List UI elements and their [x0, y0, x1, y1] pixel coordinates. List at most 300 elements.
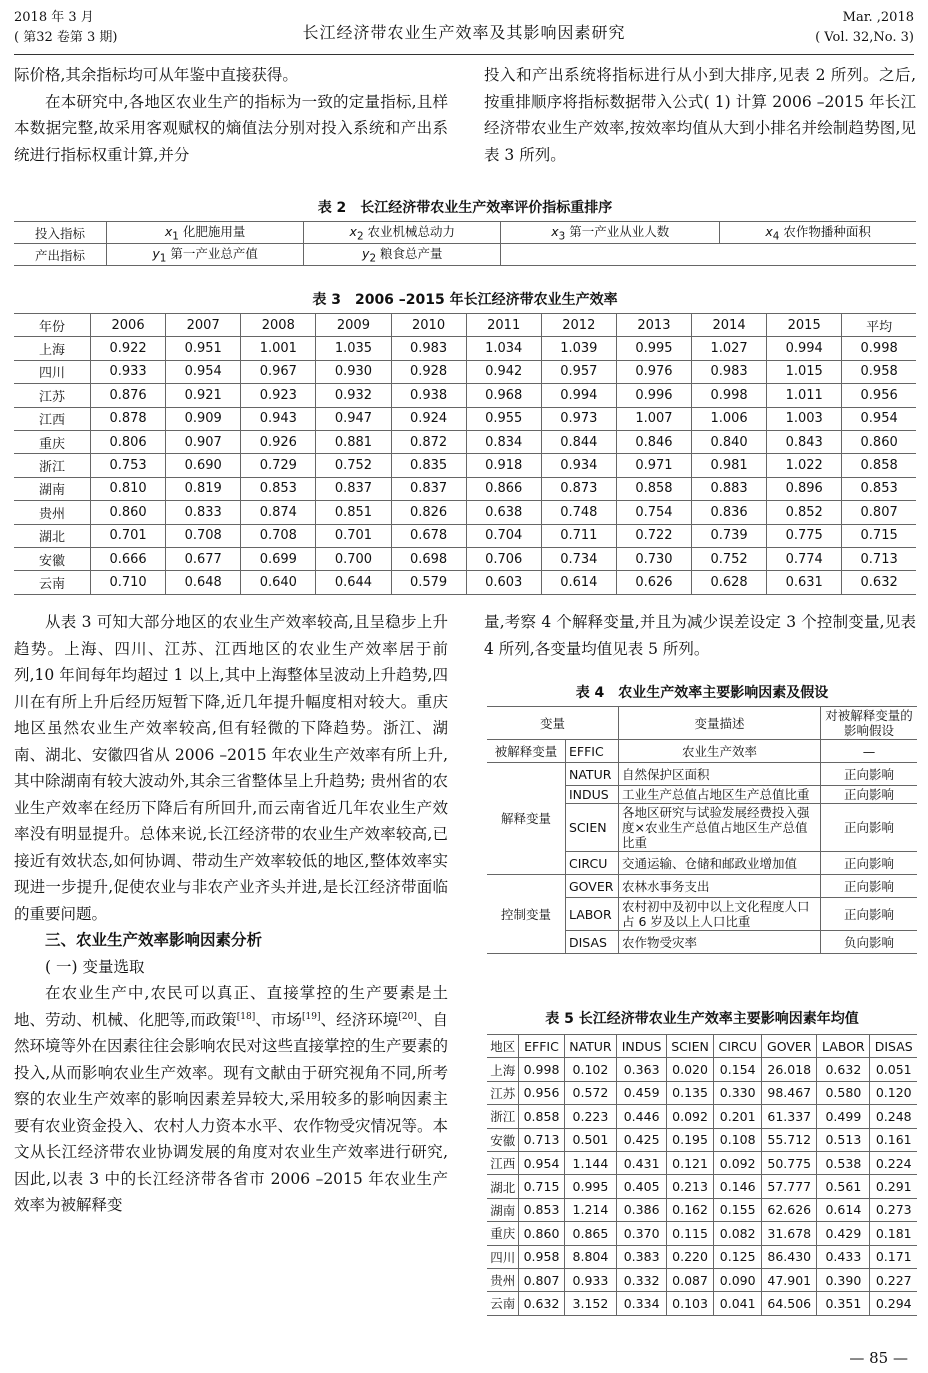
table5-cell: 0.330	[714, 1081, 762, 1104]
paragraph: 从表 3 可知大部分地区的农业生产效率较高,且呈稳步上升趋势。上海、四川、江苏、江西地区的农业生产效率居于前列,10 年间每年均超过 1 以上,其中上海整体呈波动上升趋势,四川在有所上升后经历短暂下降,近几年提升幅度相对较大。重庆地区虽然农业生产效率较高,但有轻微的下降趋势。浙江、湖南、湖北、安徽四省从 2006 –2015 年农业生产效率有所上升,其中除湖南有较大波动外,其余三省整体呈上升趋势; 贵州省的农业生产效率在经历下降后有所回升,而云南省近几年农业生产效率没有明显提升。总体来说,长江经济带的农业生产效率较高,已接近有效状态,如何协调、带动生产效率较低的地区,整体效率实现进一步提升,促使农业与非农产业齐头并进,是长江经济带面临的重要问题。	[14, 613, 448, 923]
table5-cell: 0.332	[617, 1268, 667, 1291]
table3-cell: 0.711	[541, 524, 616, 547]
table4-hyp: 正向影响	[821, 763, 918, 786]
table5-cell: 0.125	[714, 1245, 762, 1268]
table3-cell: 0.806	[91, 430, 166, 453]
table3-cell: 0.730	[616, 547, 691, 570]
table5-cell: 0.195	[666, 1128, 713, 1151]
table3-cell: 0.579	[391, 571, 466, 594]
table3-cell: 0.853	[241, 477, 316, 500]
table3-cell: 0.722	[616, 524, 691, 547]
table3-cell: 0.614	[541, 571, 616, 594]
table3-cell: 0.996	[616, 384, 691, 407]
table5-cell: 61.337	[762, 1105, 817, 1128]
table3-cell: 0.603	[466, 571, 541, 594]
table3-cell: 0.748	[541, 501, 616, 524]
table5-cell: 浙江	[487, 1105, 519, 1128]
top-right-column	[484, 62, 916, 168]
table3-cell: 江苏	[14, 384, 91, 407]
table3-cell: 浙江	[14, 454, 91, 477]
table4-desc: 自然保护区面积	[619, 763, 821, 786]
table-row	[14, 454, 916, 477]
paragraph: 在农业生产中,农民可以真正、直接掌控的生产要素是土地、劳动、机械、化肥等,而政策[18]、市场[19]、经济环境[20]、自然环境等外在因素往往会影响农民对这些直接掌控的生产要素的投入,从而影响农业生产效率。现有文献由于研究视角不同,所考察的农业生产效率的影响因素差异较大,采用较多的影响因素主要有农业资金投入、农村人力资本水平、农作物受灾情况等。本文从长江经济带农业协调发展的角度对农业生产效率进行研究,因此,以表 3 中的长江经济带各省市 2006 –2015 年农业生产效率为被解释变	[14, 984, 449, 1214]
table-row	[14, 571, 916, 594]
table3-cell: 0.942	[466, 360, 541, 383]
table4	[487, 706, 917, 954]
table3-cell: 2009	[316, 314, 391, 337]
table5-cell: 0.513	[817, 1128, 870, 1151]
page-header	[14, 6, 914, 55]
table2-cell: $x_1$ 化肥施用量	[107, 222, 304, 244]
table5-cell: 0.082	[714, 1222, 762, 1245]
table-row	[14, 430, 916, 453]
table3-cell: 0.706	[466, 547, 541, 570]
table-row	[487, 707, 917, 740]
table5-cell: EFFIC	[519, 1035, 564, 1058]
table3-cell: 0.858	[616, 477, 691, 500]
table4-code: NATUR	[566, 763, 619, 786]
table3-cell: 0.640	[241, 571, 316, 594]
table3-cell: 0.994	[767, 337, 842, 360]
table3-cell: 0.631	[767, 571, 842, 594]
citation: [19]	[302, 1011, 321, 1022]
table5-cell: 上海	[487, 1058, 519, 1081]
table3-cell: 0.677	[166, 547, 241, 570]
issue-info-en	[815, 8, 914, 48]
table3-cell: 0.729	[241, 454, 316, 477]
table5-cell: 0.020	[666, 1058, 713, 1081]
table3-cell: 0.983	[391, 337, 466, 360]
table3-cell: 0.955	[466, 407, 541, 430]
table2-row-label: 产出指标	[14, 244, 107, 266]
table5-cell: SCIEN	[666, 1035, 713, 1058]
table5-cell: 0.213	[666, 1175, 713, 1198]
table3-cell: 0.754	[616, 501, 691, 524]
table3-cell: 0.710	[91, 571, 166, 594]
table5-cell: 0.446	[617, 1105, 667, 1128]
page-number: — 85 —	[849, 1349, 908, 1367]
table2-caption: 表 2 长江经济带农业生产效率评价指标重排序	[317, 200, 613, 216]
table3-cell: 0.701	[91, 524, 166, 547]
table4-header-hyp: 对被解释变量的影响假设	[821, 707, 918, 740]
table3-cell: 0.752	[316, 454, 391, 477]
table3-cell: 0.934	[541, 454, 616, 477]
table-row	[14, 222, 916, 244]
table2-cell: $y_1$ 第一产业总产值	[107, 244, 304, 266]
table3-cell: 0.926	[241, 430, 316, 453]
table4-hyp: 正向影响	[821, 898, 918, 931]
table5-cell: 0.291	[870, 1175, 917, 1198]
table5-cell: 0.538	[817, 1151, 870, 1174]
table4-desc: 工业生产总值占地区生产总值比重	[619, 786, 821, 804]
table4-desc: 农村初中及初中以上文化程度人口占 6 岁及以上人口比重	[619, 898, 821, 931]
table3-cell: 0.998	[842, 337, 916, 360]
table5-cell: 0.632	[519, 1292, 564, 1315]
table4-hyp: 正向影响	[821, 852, 918, 875]
table4-hyp: 正向影响	[821, 786, 918, 804]
table3-cell: 0.774	[767, 547, 842, 570]
table5-cell: LABOR	[817, 1035, 870, 1058]
table3-cell: 0.866	[466, 477, 541, 500]
table3-cell: 0.923	[241, 384, 316, 407]
table5-cell: 0.713	[519, 1128, 564, 1151]
table5-cell: 贵州	[487, 1268, 519, 1291]
table3-cell: 0.878	[91, 407, 166, 430]
table5-cell: 0.958	[519, 1245, 564, 1268]
table5-cell: 0.995	[564, 1175, 617, 1198]
table5-cell: 0.956	[519, 1081, 564, 1104]
table4-code: SCIEN	[566, 804, 619, 852]
table3-cell: 0.734	[541, 547, 616, 570]
table5-cell: 0.090	[714, 1268, 762, 1291]
table-row	[487, 1081, 917, 1104]
table3-cell: 0.956	[842, 384, 916, 407]
table5-cell: 0.294	[870, 1292, 917, 1315]
table3-cell: 0.834	[466, 430, 541, 453]
table3-cell: 0.938	[391, 384, 466, 407]
table5-cell: 62.626	[762, 1198, 817, 1221]
table3-cell: 0.819	[166, 477, 241, 500]
table-row	[14, 314, 916, 337]
citation: [18]	[236, 1011, 256, 1022]
table5-cell: 50.775	[762, 1151, 817, 1174]
table3-cell: 2015	[767, 314, 842, 337]
table5-cell: 0.108	[714, 1128, 762, 1151]
table3-cell: 0.998	[692, 384, 767, 407]
table3-cell: 1.035	[316, 337, 391, 360]
table5-cell: 0.363	[617, 1058, 667, 1081]
table5-cell: 0.181	[870, 1222, 917, 1245]
table3-cell: 0.810	[91, 477, 166, 500]
table3-cell: 0.971	[616, 454, 691, 477]
table5-cell: 47.901	[762, 1268, 817, 1291]
table3-cell: 0.883	[692, 477, 767, 500]
table3-cell: 0.994	[541, 384, 616, 407]
table3-cell: 贵州	[14, 501, 91, 524]
table3-cell: 0.704	[466, 524, 541, 547]
table3-cell: 2011	[466, 314, 541, 337]
table3-cell: 0.954	[842, 407, 916, 430]
table5-cell: 0.201	[714, 1105, 762, 1128]
table3-cell: 0.924	[391, 407, 466, 430]
table4-code: GOVER	[566, 875, 619, 898]
table3-cell: 0.922	[91, 337, 166, 360]
table3-cell: 0.826	[391, 501, 466, 524]
table5-cell: 0.273	[870, 1198, 917, 1221]
table-row	[14, 524, 916, 547]
table5-cell: 1.144	[564, 1151, 617, 1174]
table5-cell: 江苏	[487, 1081, 519, 1104]
table3-cell: 0.648	[166, 571, 241, 594]
section-heading: 三、农业生产效率影响因素分析	[45, 930, 263, 949]
table3-cell: 1.007	[616, 407, 691, 430]
table-row	[487, 763, 917, 786]
table3-cell: 0.981	[692, 454, 767, 477]
table3-cell: 1.034	[466, 337, 541, 360]
table4-hyp: 正向影响	[821, 804, 918, 852]
table4-group: 解释变量	[487, 763, 566, 875]
paragraph: 在本研究中,各地区农业生产的指标为一致的定量指标,且样本数据完整,故采用客观赋权的熵值法分别对投入系统和产出系统进行指标权重计算,并分	[14, 92, 448, 164]
table5-cell: 0.220	[666, 1245, 713, 1268]
table5-cell: 0.103	[666, 1292, 713, 1315]
table-row	[487, 1198, 917, 1221]
table3-cell: 0.860	[842, 430, 916, 453]
table3-cell: 0.928	[391, 360, 466, 383]
table-row	[14, 407, 916, 430]
table5-cell: 云南	[487, 1292, 519, 1315]
table4-hyp: 正向影响	[821, 875, 918, 898]
table5-cell: 0.860	[519, 1222, 564, 1245]
table3-cell: 0.807	[842, 501, 916, 524]
table3-cell: 0.836	[692, 501, 767, 524]
table3-cell: 1.011	[767, 384, 842, 407]
table3-cell: 0.853	[842, 477, 916, 500]
table5-cell: 0.807	[519, 1268, 564, 1291]
table3-cell: 0.700	[316, 547, 391, 570]
table5-cell: 0.998	[519, 1058, 564, 1081]
table3-cell: 0.976	[616, 360, 691, 383]
table3-cell: 0.851	[316, 501, 391, 524]
table5-cell: 0.386	[617, 1198, 667, 1221]
table-row	[487, 1035, 917, 1058]
table2	[14, 221, 916, 266]
table3-cell: 0.843	[767, 430, 842, 453]
table5-cell: 0.501	[564, 1128, 617, 1151]
table4-desc: 交通运输、仓储和邮政业增加值	[619, 852, 821, 875]
table5-cell: 0.092	[666, 1105, 713, 1128]
table3-cell: 0.708	[166, 524, 241, 547]
table3-cell: 1.039	[541, 337, 616, 360]
table5-cell: 0.171	[870, 1245, 917, 1268]
table3-cell: 0.840	[692, 430, 767, 453]
table5-cell: 86.430	[762, 1245, 817, 1268]
table3-cell: 0.872	[391, 430, 466, 453]
table3-cell: 0.628	[692, 571, 767, 594]
table5-cell: 0.092	[714, 1151, 762, 1174]
table5-cell: 31.678	[762, 1222, 817, 1245]
table5-cell: 湖南	[487, 1198, 519, 1221]
left-body-column	[14, 609, 448, 1219]
table-row	[14, 244, 916, 266]
table3-cell: 1.006	[692, 407, 767, 430]
table5-cell: 0.161	[870, 1128, 917, 1151]
right-body-column	[484, 609, 916, 662]
table3-cell: 1.001	[241, 337, 316, 360]
table-row	[487, 1105, 917, 1128]
table3-cell: 2012	[541, 314, 616, 337]
table3-cell: 江西	[14, 407, 91, 430]
table3-cell: 云南	[14, 571, 91, 594]
table-row	[487, 1268, 917, 1291]
table5-cell: 0.715	[519, 1175, 564, 1198]
table5-cell: 0.580	[817, 1081, 870, 1104]
table4-group: 控制变量	[487, 875, 566, 954]
table3-cell: 1.027	[692, 337, 767, 360]
table3-cell: 2006	[91, 314, 166, 337]
table3-cell: 0.907	[166, 430, 241, 453]
table3-cell: 0.947	[316, 407, 391, 430]
table3-cell: 0.858	[842, 454, 916, 477]
table5-cell: NATUR	[564, 1035, 617, 1058]
running-title: 长江经济带农业生产效率及其影响因素研究	[302, 23, 626, 42]
table3-cell: 0.874	[241, 501, 316, 524]
table5-cell: 0.351	[817, 1292, 870, 1315]
table5-cell: 0.431	[617, 1151, 667, 1174]
table4-desc: 农作物受灾率	[619, 931, 821, 954]
table5-cell: 64.506	[762, 1292, 817, 1315]
table3-cell: 0.860	[91, 501, 166, 524]
table5-cell: 0.499	[817, 1105, 870, 1128]
table5-cell: CIRCU	[714, 1035, 762, 1058]
table3-cell: 0.632	[842, 571, 916, 594]
table3-cell: 0.954	[166, 360, 241, 383]
table3-cell: 0.951	[166, 337, 241, 360]
table5-cell: 0.954	[519, 1151, 564, 1174]
table3-cell: 0.846	[616, 430, 691, 453]
table3-cell: 0.666	[91, 547, 166, 570]
table-row	[487, 875, 917, 898]
table4-code: LABOR	[566, 898, 619, 931]
table3-cell: 0.921	[166, 384, 241, 407]
table5-cell: 0.154	[714, 1058, 762, 1081]
table5-cell: 四川	[487, 1245, 519, 1268]
table4-caption: 表 4 农业生产效率主要影响因素及假设	[575, 685, 829, 701]
table3-cell: 湖北	[14, 524, 91, 547]
table3-cell: 0.930	[316, 360, 391, 383]
table3-cell: 2010	[391, 314, 466, 337]
table5-cell: 0.223	[564, 1105, 617, 1128]
table5-cell: 0.248	[870, 1105, 917, 1128]
table3-cell: 湖南	[14, 477, 91, 500]
table3-cell: 平均	[842, 314, 916, 337]
table5-cell: 0.041	[714, 1292, 762, 1315]
table3-cell: 上海	[14, 337, 91, 360]
table3-cell: 0.873	[541, 477, 616, 500]
table4-code: EFFIC	[566, 740, 619, 763]
table3-cell: 0.644	[316, 571, 391, 594]
table5-cell: 安徽	[487, 1128, 519, 1151]
table3-cell: 重庆	[14, 430, 91, 453]
table5-cell: 0.858	[519, 1105, 564, 1128]
table-row	[487, 1151, 917, 1174]
table3-cell: 2007	[166, 314, 241, 337]
table3-cell: 0.638	[466, 501, 541, 524]
table-row	[14, 360, 916, 383]
table-row	[14, 337, 916, 360]
table3-cell: 0.701	[316, 524, 391, 547]
table3-cell: 0.753	[91, 454, 166, 477]
table-row	[487, 1292, 917, 1315]
table5-cell: 0.865	[564, 1222, 617, 1245]
table3-cell: 0.698	[391, 547, 466, 570]
table3-cell: 0.852	[767, 501, 842, 524]
table5-cell: 0.429	[817, 1222, 870, 1245]
top-left-column	[14, 62, 448, 168]
table4-hyp: —	[821, 740, 918, 763]
paragraph: 量,考察 4 个解释变量,并且为减少误差设定 3 个控制变量,见表 4 所列,各变量均值见表 5 所列。	[484, 613, 916, 658]
table5-cell: 湖北	[487, 1175, 519, 1198]
table3-cell: 0.715	[842, 524, 916, 547]
table-row	[14, 477, 916, 500]
table3-cell: 1.003	[767, 407, 842, 430]
table3-cell: 0.626	[616, 571, 691, 594]
table-row	[14, 501, 916, 524]
table3-cell: 0.837	[391, 477, 466, 500]
table5-cell: 江西	[487, 1151, 519, 1174]
table3-cell: 安徽	[14, 547, 91, 570]
table5	[487, 1034, 917, 1316]
table5-cell: INDUS	[617, 1035, 667, 1058]
table3-cell: 0.699	[241, 547, 316, 570]
table5-cell: 0.614	[817, 1198, 870, 1221]
table5-cell: 3.152	[564, 1292, 617, 1315]
table5-cell: 0.383	[617, 1245, 667, 1268]
table3-cell: 0.775	[767, 524, 842, 547]
citation: [20]	[398, 1011, 417, 1022]
table5-cell: 0.121	[666, 1151, 713, 1174]
table3-cell: 0.995	[616, 337, 691, 360]
table5-cell: 0.162	[666, 1198, 713, 1221]
table5-cell: 0.334	[617, 1292, 667, 1315]
subsection-heading: ( 一) 变量选取	[45, 957, 145, 976]
table5-cell: 0.102	[564, 1058, 617, 1081]
table3-cell: 2008	[241, 314, 316, 337]
table3-cell: 0.708	[241, 524, 316, 547]
table5-cell: 0.146	[714, 1175, 762, 1198]
table3-cell: 0.837	[316, 477, 391, 500]
table4-code: CIRCU	[566, 852, 619, 875]
table3-cell: 0.983	[692, 360, 767, 383]
table3-cell: 0.876	[91, 384, 166, 407]
table4-desc: 各地区研究与试验发展经费投入强度×农业生产总值占地区生产总值比重	[619, 804, 821, 852]
table-row	[487, 1128, 917, 1151]
table5-cell: 0.561	[817, 1175, 870, 1198]
paragraph: 际价格,其余指标均可从年鉴中直接获得。	[14, 66, 298, 84]
table3-cell: 0.958	[842, 360, 916, 383]
table5-cell: 0.115	[666, 1222, 713, 1245]
table3-caption: 表 3 2006 –2015 年长江经济带农业生产效率	[312, 292, 618, 308]
table5-cell: 0.572	[564, 1081, 617, 1104]
table-row	[487, 1222, 917, 1245]
table3-cell: 0.713	[842, 547, 916, 570]
table4-desc: 农林水事务支出	[619, 875, 821, 898]
table-row	[487, 1058, 917, 1081]
table5-cell: GOVER	[762, 1035, 817, 1058]
table3-cell: 0.896	[767, 477, 842, 500]
table3-cell: 0.943	[241, 407, 316, 430]
issue-date-en: Mar. ,2018	[842, 10, 914, 25]
table4-code: DISAS	[566, 931, 619, 954]
table5-cell: 0.632	[817, 1058, 870, 1081]
table3-cell: 1.015	[767, 360, 842, 383]
table3-cell: 0.973	[541, 407, 616, 430]
table5-cell: 0.051	[870, 1058, 917, 1081]
table3-cell: 2014	[692, 314, 767, 337]
table4-header-desc: 变量描述	[619, 707, 821, 740]
table5-cell: 57.777	[762, 1175, 817, 1198]
table3-cell: 1.022	[767, 454, 842, 477]
table5-cell: 0.405	[617, 1175, 667, 1198]
paragraph: 投入和产出系统将指标进行从小到大排序,见表 2 所列。之后,按重排顺序将指标数据带入公式( 1) 计算 2006 –2015 年长江经济带农业生产效率,按效率均值从大到小排名并绘制趋势图,见表 3 所列。	[484, 66, 916, 164]
table5-caption: 表 5 长江经济带农业生产效率主要影响因素年均值	[545, 1011, 859, 1027]
issue-volume: ( 第32 卷第 3 期)	[14, 30, 118, 45]
table3-cell: 0.909	[166, 407, 241, 430]
table3-cell: 0.833	[166, 501, 241, 524]
table5-cell: 0.459	[617, 1081, 667, 1104]
table2-cell: $x_4$ 农作物播种面积	[720, 222, 916, 244]
table5-cell: 55.712	[762, 1128, 817, 1151]
table3-cell: 年份	[14, 314, 91, 337]
